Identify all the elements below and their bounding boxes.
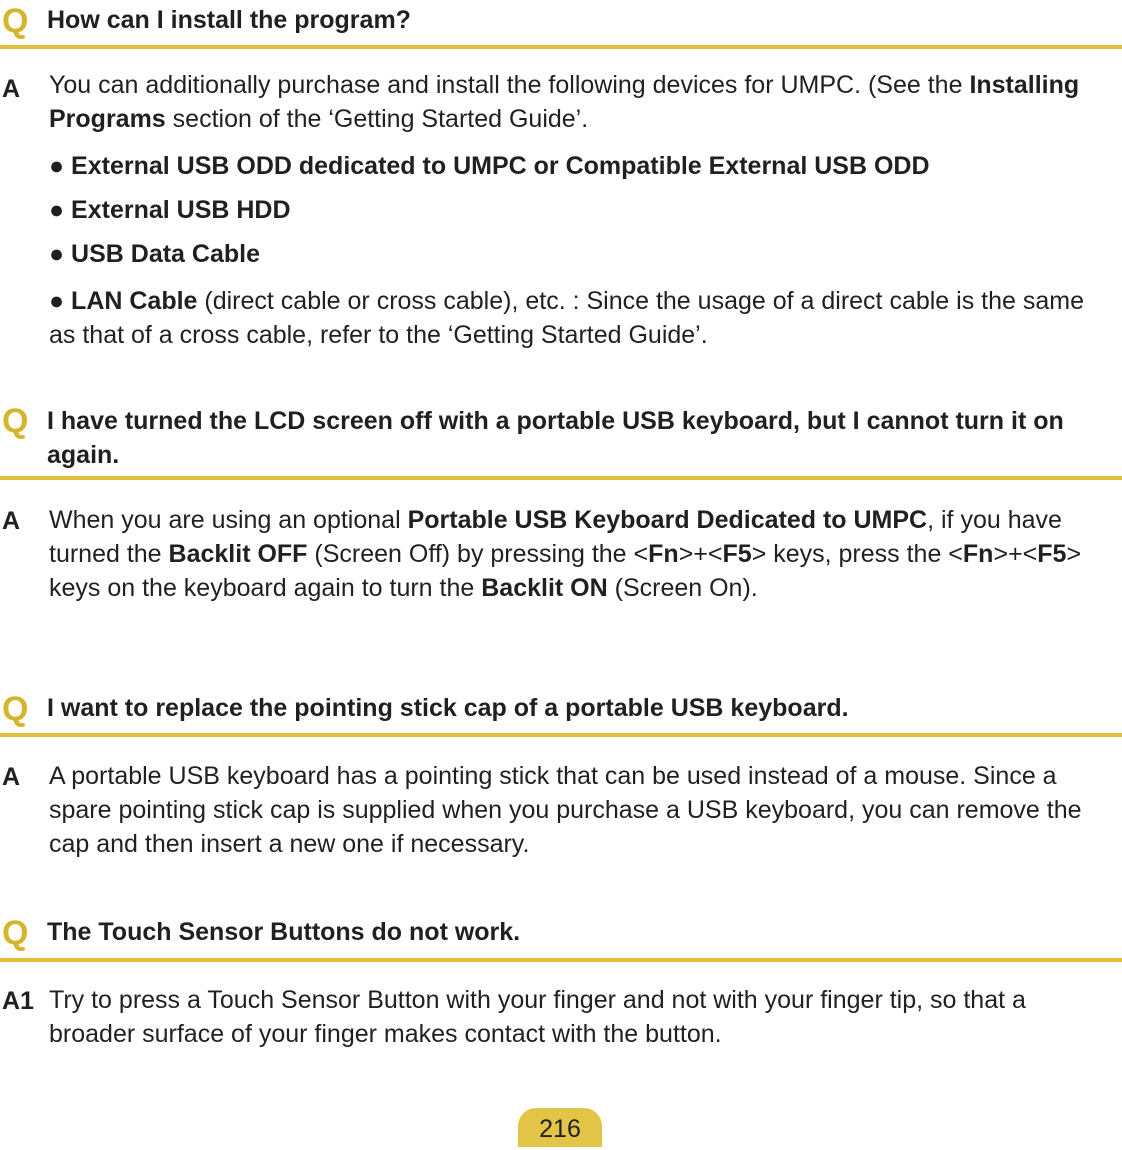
bullet-item: ● USB Data Cable — [49, 240, 260, 268]
question-4-title: The Touch Sensor Buttons do not work. — [47, 918, 521, 946]
question-1-title: How can I install the program? — [47, 6, 411, 34]
answer-3-text: A portable USB keyboard has a pointing stick that can be used instead of a mouse. Since a spare pointing stick cap is supplied when you purchase a USB keyboard, you can remove the cap and then insert a new one if necessary. — [49, 762, 1082, 858]
divider-4 — [0, 958, 1122, 962]
q-marker-icon: Q — [2, 2, 29, 40]
bullet-item: ● External USB ODD dedicated to UMPC or Compatible External USB ODD — [49, 152, 930, 180]
divider-1 — [0, 45, 1122, 49]
answer-2-text: When you are using an optional Portable USB Keyboard Dedicated to UMPC, if you have turned the Backlit OFF (Screen Off) by pressing the <Fn>+<F5> keys, press the <Fn>+<F5> keys on the keyboard again to turn the Backlit ON (Screen On). — [49, 506, 1082, 602]
bullet-item: ● LAN Cable — [49, 287, 198, 315]
page-number: 216 — [518, 1108, 602, 1147]
answer-4-label: A1 — [2, 987, 34, 1015]
divider-2 — [0, 476, 1122, 480]
question-3-title: I want to replace the pointing stick cap of a portable USB keyboard. — [47, 694, 849, 722]
answer-2-label: A — [2, 507, 21, 535]
answer-4-text: Try to press a Touch Sensor Button with your finger and not with your finger tip, so that a broader surface of your finger makes contact with the button. — [49, 986, 1026, 1048]
answer-1-label: A — [2, 75, 21, 103]
q-marker-icon: Q — [2, 402, 29, 440]
divider-3 — [0, 733, 1122, 737]
bullet-item: ● External USB HDD — [49, 196, 291, 224]
q-marker-icon: Q — [2, 690, 29, 728]
answer-1-text: You can additionally purchase and install the following devices for UMPC. (See the Installing Programs section of the ‘Getting Started Guide’. ● External USB ODD dedicated to UMPC or Compatible External USB ODD ● External USB HDD ● USB Data Cable ● LAN Cable (direct cable or cross cable), etc. : Since the usage of a direct cable is the same as that of a cross cable, refer to the ‘Getting Started Guide’. — [49, 68, 1117, 352]
question-2-title: I have turned the LCD screen off with a portable USB keyboard, but I cannot turn it on again. — [47, 407, 1064, 469]
answer-3-label: A — [2, 763, 21, 791]
q-marker-icon: Q — [2, 914, 29, 952]
